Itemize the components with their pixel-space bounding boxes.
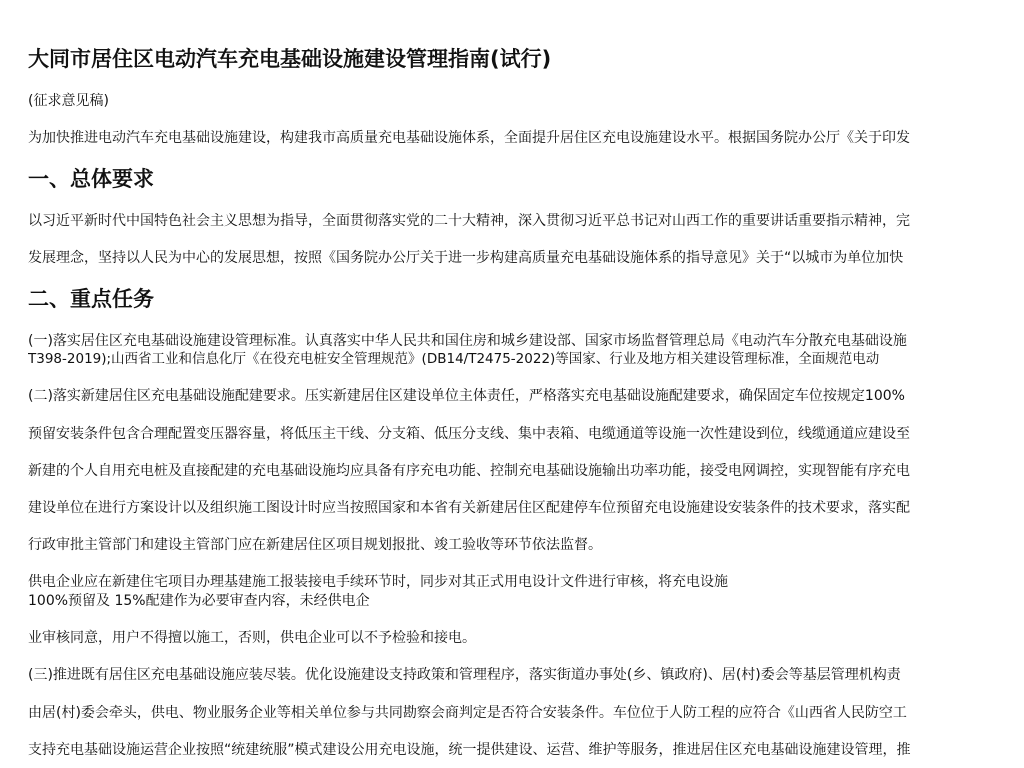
paragraph-line: 新建的个人自用充电桩及直接配建的充电基础设施均应具备有序充电功能、控制充电基础设施输出功率功能，接受电网调控，实现智能有序充电: [28, 463, 910, 479]
paragraph-line: (一)落实居住区充电基础设施建设管理标准。认真落实中华人民共和国住房和城乡建设部、国家市场监督管理总局《电动汽车分散充电基础设施: [28, 333, 907, 349]
paragraph-line: 发展理念，坚持以人民为中心的发展思想，按照《国务院办公厅关于进一步构建高质量充电基础设施体系的指导意见》关于“以城市为单位加快: [28, 250, 904, 266]
paragraph-line: 由居(村)委会牵头，供电、物业服务企业等相关单位参与共同勘察会商判定是否符合安装条件。车位位于人防工程的应符合《山西省人民防空工: [28, 705, 907, 721]
section-heading-general-requirements: 一、总体要求: [28, 167, 154, 191]
paragraph-line: 支持充电基础设施运营企业按照“统建统服”模式建设公用充电设施，统一提供建设、运营、维护等服务，推进居住区充电基础设施建设管理，推: [28, 742, 911, 758]
paragraph-line: 以习近平新时代中国特色社会主义思想为指导，全面贯彻落实党的二十大精神，深入贯彻习近平总书记对山西工作的重要讲话重要指示精神，完: [28, 213, 910, 229]
paragraph-line: (三)推进既有居住区充电基础设施应装尽装。优化设施建设支持政策和管理程序，落实街道办事处(乡、镇政府)、居(村)委会等基层管理机构责: [28, 667, 901, 683]
paragraph-line: T398-2019);山西省工业和信息化厅《在役充电桩安全管理规范》(DB14/T2475-2022)等国家、行业及地方相关建设管理标准，全面规范电动: [28, 351, 880, 367]
paragraph-line: 业审核同意，用户不得擅以施工，否则，供电企业可以不予检验和接电。: [28, 630, 476, 646]
paragraph-line: 供电企业应在新建住宅项目办理基建施工报装接电手续环节时，同步对其正式用电设计文件进行审核，将充电设施: [28, 574, 728, 590]
paragraph-line: 预留安装条件包含合理配置变压器容量，将低压主干线、分支箱、低压分支线、集中表箱、电缆通道等设施一次性建设到位，线缆通道应建设至: [28, 426, 910, 442]
document-title: 大同市居住区电动汽车充电基础设施建设管理指南(试行): [28, 47, 552, 71]
intro-paragraph: 为加快推进电动汽车充电基础设施建设，构建我市高质量充电基础设施体系，全面提升居住区充电设施建设水平。根据国务院办公厅《关于印发: [28, 130, 910, 146]
document-page: [28, 0, 1024, 768]
paragraph-line: 行政审批主管部门和建设主管部门应在新建居住区项目规划报批、竣工验收等环节依法监督。: [28, 537, 602, 553]
document-subtitle: (征求意见稿): [28, 93, 109, 109]
paragraph-line: 建设单位在进行方案设计以及组织施工图设计时应当按照国家和本省有关新建居住区配建停车位预留充电设施建设安装条件的技术要求，落实配: [28, 500, 910, 516]
paragraph-line: (二)落实新建居住区充电基础设施配建要求。压实新建居住区建设单位主体责任，严格落实充电基础设施配建要求，确保固定车位按规定100%: [28, 388, 905, 404]
paragraph-line: 100%预留及 15%配建作为必要审查内容，未经供电企: [28, 593, 370, 609]
section-heading-key-tasks: 二、重点任务: [28, 287, 154, 311]
